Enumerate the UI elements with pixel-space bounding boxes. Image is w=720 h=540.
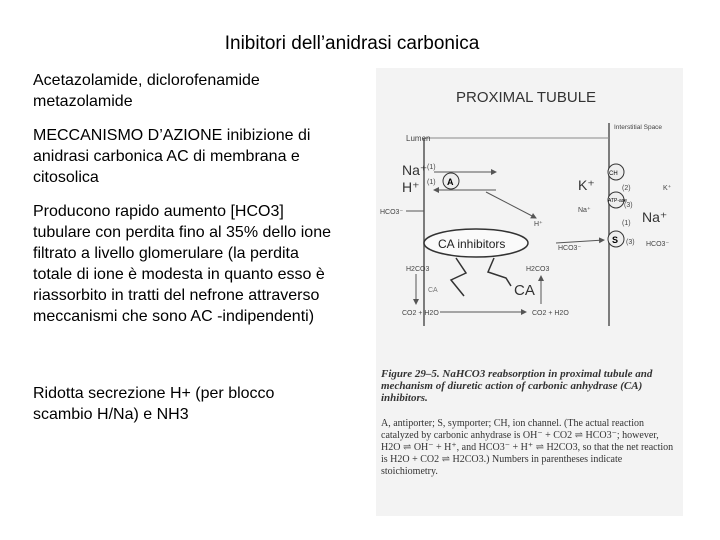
h-left: H⁺ <box>402 179 420 195</box>
stoich-na-right: (1) <box>622 220 631 227</box>
ca-inhibitors-label: CA inhibitors <box>438 237 506 251</box>
bullet-drug-names: Acetazolamide, diclorofenamide metazolamide <box>33 72 260 110</box>
h2co3-cell: H2CO3 <box>526 266 550 273</box>
figure-heading: PROXIMAL TUBULE <box>456 89 597 106</box>
atpase-label: ATP-ase <box>608 198 628 204</box>
co2-lumen: CO2 + H2O <box>402 310 439 317</box>
hco3-cell: HCO3⁻ <box>558 245 582 252</box>
figure-caption: Figure 29–5. NaHCO3 reabsorption in proximal tubule and mechanism of diuretic action of carbonic anhydrase (CA) inhibitors. <box>381 368 653 404</box>
proximal-tubule-figure <box>376 68 683 516</box>
inhibition-zigzag-right <box>488 258 511 286</box>
stoich-k: (2) <box>622 185 631 192</box>
co2-cell: CO2 + H2O <box>532 310 569 317</box>
ca-label: CA <box>514 282 535 299</box>
stoich-h-left: (1) <box>427 179 436 186</box>
stoich-symporter: (3) <box>626 239 635 246</box>
symporter-marker: S <box>612 235 619 245</box>
slide-title-text: Inibitori dell’anidrasi carbonica <box>224 33 480 54</box>
k-right: K⁺ <box>578 177 595 193</box>
hco3-to-interstitium-arrow <box>556 240 604 243</box>
hco3-lumen: HCO3⁻ <box>380 209 404 216</box>
h2co3-lumen: H2CO3 <box>406 266 430 273</box>
stoich-atpase: (3) <box>624 202 633 209</box>
bullet-mechanism: MECCANISMO D’AZIONE inibizione di anidrasi carbonica AC di membrana e citosolica <box>33 127 311 186</box>
h-diagonal-arrow <box>486 192 536 218</box>
channel-marker: CH <box>609 171 618 177</box>
tubule-diagram <box>376 68 683 368</box>
h-cell: H⁺ <box>534 221 543 228</box>
figure-note: A, antiporter; S, symporter; CH, ion channel. (The actual reaction catalyzed by carbonic anhydrase is OH⁻ + CO2 ⇌ HCO3⁻; however, H2O ⇌ OH⁻ + H⁺, and HCO3⁻ + H⁺ ⇌ H2CO3, so that the net reaction is H2O + CO2 ⇌ H2CO3.) Numbers in parentheses indicate stoichiometry. <box>381 418 674 477</box>
bullet-effects: Producono rapido aumento [HCO3] tubulare con perdita fino al 35% dello ione filtrato a livello glomerulare (la perdita totale di ione è modesta in quanto esso è riassorbito in tratti del nefrone attraverso meccanismi che sono AC -indipendenti) <box>33 203 331 325</box>
k-small: K⁺ <box>663 185 672 192</box>
na-left: Na⁺ <box>402 162 428 178</box>
na-small: Na⁺ <box>578 207 591 214</box>
antiporter-marker: A <box>447 177 454 187</box>
slide-title <box>0 33 720 55</box>
na-right: Na⁺ <box>642 209 668 225</box>
hco3-interstitial: HCO3⁻ <box>646 241 670 248</box>
ca-lumen-marker: CA <box>428 287 438 294</box>
lumen-label: Lumen <box>406 134 431 143</box>
interstitial-label: Interstitial Space <box>614 124 663 131</box>
bullet-secretion: Ridotta secrezione H+ (per blocco scambio H/Na) e NH3 <box>33 385 275 423</box>
inhibition-zigzag-left <box>451 258 466 296</box>
stoich-na-left: (1) <box>427 164 436 171</box>
